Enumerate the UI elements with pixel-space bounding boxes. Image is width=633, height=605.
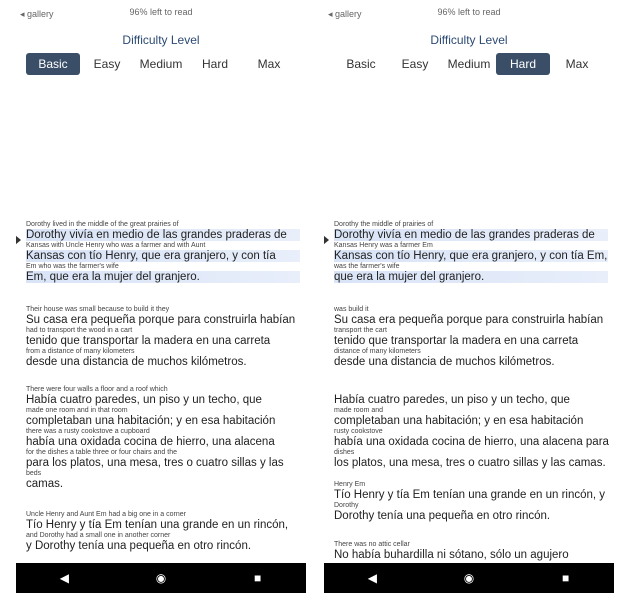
english-gloss-line: from a distance of many kilometers bbox=[26, 348, 135, 355]
english-gloss-line: Em who was the farmer's wife bbox=[26, 263, 119, 270]
spanish-text-line[interactable]: Dorothy vivía en medio de las grandes praderas de bbox=[334, 229, 608, 241]
phone-screen-left bbox=[16, 0, 306, 605]
level-medium-button[interactable]: Medium bbox=[139, 57, 183, 71]
nav-back-icon[interactable]: ◀ bbox=[367, 571, 377, 585]
english-gloss-line: Dorothy bbox=[334, 502, 359, 509]
spanish-text-line[interactable]: Kansas con tío Henry, que era granjero, y con tía bbox=[26, 250, 300, 262]
spanish-text-line[interactable]: Tío Henry y tía Em tenían una grande en un rincón, y bbox=[334, 489, 606, 501]
reading-content bbox=[16, 220, 306, 563]
spanish-text-line[interactable]: completaban una habitación; y en esa habitación bbox=[334, 415, 584, 427]
spanish-text-line[interactable]: Tío Henry y tía Em tenían una grande en un rincón, bbox=[26, 519, 289, 531]
english-gloss-line: made room and bbox=[334, 407, 384, 414]
android-nav-bar bbox=[324, 563, 614, 593]
nav-recents-icon[interactable]: ■ bbox=[254, 571, 262, 585]
level-basic-button[interactable]: Basic bbox=[26, 53, 80, 75]
english-gloss-line bbox=[334, 385, 608, 394]
english-gloss-line: was the farmer's wife bbox=[334, 263, 400, 270]
paragraph bbox=[334, 305, 608, 368]
spanish-text-line[interactable]: Dorothy tenía una pequeña en otro rincón. bbox=[334, 510, 551, 522]
android-nav-bar bbox=[16, 563, 306, 593]
english-gloss-line: There were four walls a floor and a roof which bbox=[26, 386, 168, 393]
difficulty-title: Difficulty Level bbox=[430, 33, 508, 47]
spanish-text-line[interactable]: tenido que transportar la madera en una carreta bbox=[26, 335, 271, 347]
english-gloss-line: dishes bbox=[334, 449, 355, 456]
level-basic-button[interactable]: Basic bbox=[346, 57, 376, 71]
current-line-marker-icon bbox=[16, 235, 21, 245]
top-bar bbox=[324, 0, 614, 28]
spanish-text-line[interactable]: que era la mujer del granjero. bbox=[334, 271, 608, 283]
level-max-button[interactable]: Max bbox=[257, 57, 281, 71]
paragraph bbox=[334, 540, 608, 561]
phone-screen-right bbox=[324, 0, 614, 605]
english-gloss-line: for the dishes a table three or four chairs and the bbox=[26, 449, 177, 456]
paragraph bbox=[26, 305, 300, 368]
paragraph bbox=[334, 385, 608, 469]
spanish-text-line[interactable]: Su casa era pequeña porque para construirla habían bbox=[334, 314, 604, 326]
english-gloss-line: rusty cookstove bbox=[334, 428, 383, 435]
paragraph bbox=[26, 385, 300, 490]
difficulty-levels bbox=[334, 53, 604, 75]
spanish-text-line[interactable]: para los platos, una mesa, tres o cuatro sillas y las bbox=[26, 457, 284, 469]
spanish-text-line[interactable]: Dorothy vivía en medio de las grandes praderas de bbox=[26, 229, 300, 241]
english-gloss-line: Their house was small because to build it they bbox=[26, 306, 170, 313]
english-gloss-line: Henry Em bbox=[334, 481, 366, 488]
paragraph bbox=[26, 220, 300, 283]
spanish-text-line[interactable]: tenido que transportar la madera en una carreta bbox=[334, 335, 579, 347]
spanish-text-line[interactable]: Su casa era pequeña porque para construirla habían bbox=[26, 314, 296, 326]
english-gloss-line: made one room and in that room bbox=[26, 407, 128, 414]
spanish-text-line[interactable]: desde una distancia de muchos kilómetros. bbox=[26, 356, 247, 368]
nav-recents-icon[interactable]: ■ bbox=[562, 571, 570, 585]
nav-back-icon[interactable]: ◀ bbox=[59, 571, 69, 585]
spanish-text-line[interactable]: Había cuatro paredes, un piso y un techo, que bbox=[334, 394, 570, 406]
spanish-text-line[interactable]: camas. bbox=[26, 478, 64, 490]
level-easy-button[interactable]: Easy bbox=[93, 57, 121, 71]
english-gloss-line: Kansas Henry was a farmer Em bbox=[334, 242, 433, 249]
english-gloss-line: There was no attic cellar bbox=[334, 541, 410, 548]
english-gloss-line: transport the cart bbox=[334, 327, 387, 334]
spanish-text-line[interactable]: completaban una habitación; y en esa habitación bbox=[26, 415, 276, 427]
english-gloss-line: had to transport the wood in a cart bbox=[26, 327, 133, 334]
level-hard-button[interactable]: Hard bbox=[201, 57, 228, 71]
level-max-button[interactable]: Max bbox=[565, 57, 589, 71]
spanish-text-line[interactable]: y Dorothy tenía una pequeña en otro rincón. bbox=[26, 540, 252, 552]
spanish-text-line[interactable]: había una oxidada cocina de hierro, una alacena para bbox=[334, 436, 609, 448]
paragraph bbox=[334, 220, 608, 283]
english-gloss-line: Kansas with Uncle Henry who was a farmer and with Aunt bbox=[26, 242, 206, 249]
progress-text: 96% left to read bbox=[129, 7, 193, 17]
english-gloss-line: and Dorothy had a small one in another corner bbox=[26, 532, 171, 539]
reading-content bbox=[324, 220, 614, 563]
spanish-text-line[interactable]: No había buhardilla ni sótano, sólo un agujero bbox=[334, 549, 569, 561]
spanish-text-line[interactable]: Había cuatro paredes, un piso y un techo, que bbox=[26, 394, 262, 406]
english-gloss-line: Uncle Henry and Aunt Em had a big one in a corner bbox=[26, 511, 186, 518]
spanish-text-line[interactable]: había una oxidada cocina de hierro, una alacena bbox=[26, 436, 275, 448]
nav-home-icon[interactable]: ◉ bbox=[463, 571, 475, 585]
spanish-text-line[interactable]: desde una distancia de muchos kilómetros. bbox=[334, 356, 555, 368]
spanish-text-line[interactable]: Em, que era la mujer del granjero. bbox=[26, 271, 300, 283]
difficulty-title: Difficulty Level bbox=[122, 33, 200, 47]
english-gloss-line: Dorothy the middle of prairies of bbox=[334, 221, 434, 228]
gallery-back-link[interactable]: ◂ gallery bbox=[20, 9, 54, 19]
difficulty-levels bbox=[26, 53, 296, 75]
spanish-text-line[interactable]: Kansas con tío Henry, que era granjero, y con tía Em, bbox=[334, 250, 608, 262]
gallery-back-link[interactable]: ◂ gallery bbox=[328, 9, 362, 19]
paragraph bbox=[26, 510, 300, 552]
english-gloss-line: distance of many kilometers bbox=[334, 348, 421, 355]
english-gloss-line: was build it bbox=[334, 306, 369, 313]
english-gloss-line: there was a rusty cookstove a cupboard bbox=[26, 428, 150, 435]
level-medium-button[interactable]: Medium bbox=[447, 57, 491, 71]
nav-home-icon[interactable]: ◉ bbox=[155, 571, 167, 585]
level-hard-button[interactable]: Hard bbox=[496, 53, 550, 75]
spanish-text-line[interactable]: los platos, una mesa, tres o cuatro sillas y las camas. bbox=[334, 457, 606, 469]
english-gloss-line: beds bbox=[26, 470, 42, 477]
paragraph bbox=[334, 480, 608, 522]
current-line-marker-icon bbox=[324, 235, 329, 245]
english-gloss-line: Dorothy lived in the middle of the great prairies of bbox=[26, 221, 179, 228]
progress-text: 96% left to read bbox=[437, 7, 501, 17]
top-bar bbox=[16, 0, 306, 28]
level-easy-button[interactable]: Easy bbox=[401, 57, 429, 71]
